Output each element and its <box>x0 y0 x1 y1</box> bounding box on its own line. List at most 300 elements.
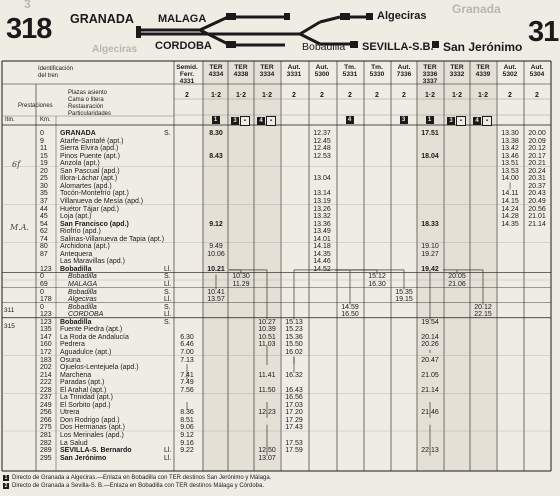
time-cell: 19.42 <box>421 265 439 273</box>
time-cell: 9.12 <box>180 432 194 439</box>
time-cell: 21.05 <box>421 371 439 379</box>
class-label: 2 <box>535 92 539 99</box>
train-number: 3336 <box>422 71 438 78</box>
time-cell: 16.50 <box>341 311 359 319</box>
time-cell: 13.36 <box>313 220 331 228</box>
service-note-icons <box>337 116 363 124</box>
service-note-icons <box>203 116 229 124</box>
arr-dep-marker: Ll. <box>164 311 172 319</box>
time-cell: | <box>509 182 511 190</box>
service-note-icons <box>444 116 470 126</box>
km-value: 80 <box>40 243 48 251</box>
train-number-alt: 4331 <box>179 78 195 85</box>
time-cell: 13.07 <box>258 454 276 462</box>
station-name: Villanueva de Mesía (apd.) <box>60 197 144 205</box>
time-cell: 15.36 <box>285 333 303 341</box>
km-label: Km. <box>40 117 51 123</box>
train-number: 4339 <box>475 71 491 78</box>
time-cell: 13.57 <box>207 296 225 304</box>
km-value: 172 <box>40 348 52 356</box>
train-number-alt: 3337 <box>422 78 438 85</box>
station-name: San Pascual (apd.) <box>60 167 120 175</box>
time-cell: 14.52 <box>313 265 331 273</box>
time-cell: 12.45 <box>313 137 331 145</box>
time-cell: 17.43 <box>285 424 303 432</box>
route-number-next-page: 31 <box>528 16 559 48</box>
km-value: 9 <box>40 137 44 145</box>
station-name: Alomartes (apd.) <box>60 182 112 190</box>
time-cell: 20.56 <box>528 205 546 213</box>
time-cell: 10.41 <box>207 288 225 296</box>
station-name: GRANADA <box>60 130 96 137</box>
time-cell: 13.19 <box>313 197 331 205</box>
time-cell: 12.48 <box>313 145 331 153</box>
service-note-icons <box>228 116 254 126</box>
time-cell: 19.10 <box>421 243 439 251</box>
station-name: Bobadilla <box>68 303 97 311</box>
handwritten-note: 6f <box>12 160 21 169</box>
train-number: 7336 <box>396 71 412 78</box>
km-value: 228 <box>40 386 52 394</box>
service-seats: Plazas asiento <box>68 90 108 96</box>
class-label: 1·2 <box>451 92 463 99</box>
km-value: 135 <box>40 326 52 334</box>
station-name: Los Merinales (apd.) <box>60 432 124 439</box>
km-value: 214 <box>40 371 52 379</box>
time-cell: 8.51 <box>180 416 194 424</box>
station-name: Pedrera <box>60 341 85 349</box>
class-label: 1·2 <box>261 92 273 99</box>
time-cell: 7.56 <box>180 386 194 394</box>
class-label: 2 <box>508 92 512 99</box>
time-cell: 20.49 <box>528 197 546 205</box>
class-label: 1·2 <box>235 92 247 99</box>
time-cell: 10.30 <box>232 273 250 281</box>
station-label-sevilla: SEVILLA-S.B. <box>362 41 434 53</box>
km-value: 62 <box>40 228 48 236</box>
train-number: 5331 <box>342 71 358 78</box>
time-cell: 20.17 <box>528 152 546 160</box>
train-id-label: Identificación <box>38 66 74 72</box>
time-cell: 15.13 <box>285 318 303 326</box>
train-number: 5300 <box>314 71 330 78</box>
station-name: Anzola (apt.) <box>60 160 100 168</box>
bleed-through-text: Granada <box>452 2 501 16</box>
class-label: 2 <box>375 92 379 99</box>
arr-dep-marker: S. <box>164 130 171 137</box>
station-name: El Sorbito (apd.) <box>60 401 111 409</box>
train-type-label: Aut. <box>315 64 329 71</box>
time-cell: 20.37 <box>528 182 546 190</box>
train-type-label: Aut. <box>397 64 411 71</box>
km-value: 178 <box>40 296 52 304</box>
service-berths: Cama o litera <box>68 97 104 103</box>
station-name: Don Rodrigo (apd.) <box>60 416 120 424</box>
km-value: 44 <box>40 205 48 213</box>
time-cell: 20.12 <box>528 145 546 153</box>
km-value: 37 <box>40 197 48 205</box>
service-note-icons <box>391 116 417 124</box>
time-cell: 16.56 <box>285 394 303 402</box>
itinerary-mark-311: 311 <box>4 307 15 314</box>
class-label: 1·2 <box>424 92 436 99</box>
train-type-label: TER <box>450 64 464 71</box>
km-value: 295 <box>40 454 52 462</box>
time-cell: 13.38 <box>501 137 519 145</box>
station-name: Bobadilla <box>60 318 92 326</box>
train-number: 3334 <box>259 71 275 78</box>
station-name: San Francisco (apd.) <box>60 220 129 228</box>
time-cell: 10.27 <box>258 318 276 326</box>
arr-dep-marker: S. <box>164 273 171 281</box>
time-cell: 10.39 <box>258 326 276 334</box>
time-cell: 14.11 <box>501 190 519 198</box>
time-cell: 15.35 <box>395 288 413 296</box>
time-cell: 16.43 <box>285 386 303 394</box>
time-cell: 14.28 <box>501 213 519 221</box>
train-type-label: TER <box>260 64 274 71</box>
note-marker: 3 <box>231 117 239 125</box>
arr-dep-marker: S. <box>164 303 171 311</box>
time-cell: 15.12 <box>368 273 386 281</box>
time-cell: 16.32 <box>285 371 303 379</box>
note-marker: 1 <box>426 116 434 124</box>
km-value: 123 <box>40 265 52 273</box>
train-type-label: TER <box>209 64 223 71</box>
time-cell: 14.24 <box>501 205 519 213</box>
time-cell: 14.15 <box>501 197 519 205</box>
train-number: 4334 <box>208 71 224 78</box>
station-name: Huétor Tájar (apd.) <box>60 205 120 213</box>
note-marker: 3 <box>400 116 408 124</box>
station-name: La Roda de Andalucía <box>60 333 129 341</box>
time-cell: 20.21 <box>528 160 546 168</box>
station-name: Aguadulce (apt.) <box>60 348 112 356</box>
time-cell: 15.23 <box>285 326 303 334</box>
class-label: 2 <box>348 92 352 99</box>
station-label-granada: GRANADA <box>70 12 134 26</box>
station-name: Ojuelos-Lentejuela (apd.) <box>60 364 139 372</box>
time-cell: 12.37 <box>313 130 331 137</box>
arr-dep-marker: Ll. <box>164 265 172 273</box>
km-value: 74 <box>40 235 48 243</box>
class-label: 2 <box>320 92 324 99</box>
train-type-label: Tm. <box>371 64 383 71</box>
note-marker: 4 <box>257 117 265 125</box>
time-cell: 17.51 <box>421 130 439 137</box>
time-cell: 13.42 <box>501 145 519 153</box>
time-cell: 22.13 <box>421 447 439 455</box>
time-cell: 11.29 <box>232 281 250 288</box>
time-cell: 13.32 <box>313 213 331 221</box>
station-name: Archidona (apt.) <box>60 243 110 251</box>
station-name: La Trinidad (apt.) <box>60 394 113 402</box>
arr-dep-marker: S. <box>164 288 171 296</box>
station-name: Bobadilla <box>68 288 97 296</box>
station-name: Dos Hermanas (apt.) <box>60 424 125 432</box>
restaurant-icon: ▪ <box>482 116 492 126</box>
station-name: Algeciras <box>68 296 97 304</box>
time-cell: 20.24 <box>528 167 546 175</box>
train-number: Ferr. <box>179 71 195 78</box>
train-type-label: Aut. <box>530 64 544 71</box>
station-name: Illora-Láchar (apt.) <box>60 175 118 183</box>
station-label-bobadilla: Bobadilla <box>302 41 346 53</box>
time-cell: 17.03 <box>285 401 303 409</box>
km-value: 25 <box>40 175 48 183</box>
class-label: 1·2 <box>477 92 489 99</box>
time-cell: 11.03 <box>258 341 276 349</box>
time-cell: 17.29 <box>285 416 303 424</box>
footnote-marker: 2 <box>4 483 8 489</box>
station-name: Bobadilla <box>60 265 92 273</box>
time-cell: 9.16 <box>180 439 194 447</box>
station-name: Las Maravillas (apd.) <box>60 258 125 266</box>
station-label-san-jeronimo: San Jerónimo <box>443 40 523 54</box>
km-value: 0 <box>40 273 44 281</box>
footnote-marker: 1 <box>4 475 8 481</box>
time-cell: 14.46 <box>313 258 331 266</box>
km-value: 147 <box>40 333 52 341</box>
station-name: San Jerónimo <box>60 454 107 462</box>
time-cell: 21.06 <box>448 281 466 288</box>
km-value: 45 <box>40 213 48 221</box>
time-cell: 14.18 <box>313 243 331 251</box>
arr-dep-marker: Ll. <box>164 447 172 455</box>
note-marker: 1 <box>212 116 220 124</box>
train-number: 3332 <box>449 71 465 78</box>
time-cell: 20.00 <box>528 130 546 137</box>
service-note-icons <box>470 116 496 126</box>
time-cell: 13.04 <box>313 175 331 183</box>
train-type-label: Aut. <box>287 64 301 71</box>
time-cell: 6.30 <box>180 333 194 341</box>
time-cell: 8.30 <box>209 130 223 137</box>
station-name: Marchena <box>60 371 92 379</box>
footnote-text: Directo de Granada a Algeciras.—Enlaza en Bobadilla con TER destinos San Jerónimo y Málaga. <box>12 475 272 481</box>
train-type-label: Tm. <box>344 64 356 71</box>
arr-dep-marker: Ll. <box>164 454 172 462</box>
itinerary-label: Itin. <box>5 117 15 123</box>
station-name: Paradas (apt.) <box>60 379 105 387</box>
train-number: 5302 <box>502 71 518 78</box>
time-cell: 12.53 <box>313 152 331 160</box>
station-name: Bobadilla <box>68 273 97 281</box>
class-label: 2 <box>402 92 406 99</box>
time-cell: 11.41 <box>258 371 276 379</box>
time-cell: 13.46 <box>501 152 519 160</box>
class-label: 2 <box>292 92 296 99</box>
km-value: 15 <box>40 152 48 160</box>
time-cell: 18.04 <box>421 152 439 160</box>
station-name: Tocón-Montefrío (apt.) <box>60 190 129 198</box>
time-cell: 21.14 <box>528 220 546 228</box>
service-note-icons <box>254 116 280 126</box>
time-cell: 8.36 <box>180 409 194 417</box>
time-cell: 12.23 <box>258 409 276 417</box>
train-number: 5330 <box>369 71 385 78</box>
train-type-label: Aut. <box>503 64 517 71</box>
time-cell: 8.43 <box>209 152 223 160</box>
time-cell: 21.46 <box>421 409 439 417</box>
km-value: 87 <box>40 250 48 258</box>
km-value: 54 <box>40 220 48 228</box>
train-type-label: TER <box>234 64 248 71</box>
station-label-algeciras: Algeciras <box>377 10 427 22</box>
arr-dep-marker: S. <box>164 318 171 326</box>
train-number: 4338 <box>233 71 249 78</box>
time-cell: 14.35 <box>501 220 519 228</box>
time-cell: 20.12 <box>474 303 492 311</box>
time-cell: 10.21 <box>207 265 225 273</box>
station-name: Atarfe-Santafé (apt.) <box>60 137 124 145</box>
note-marker: 4 <box>346 116 354 124</box>
bleed-through-text: Algeciras <box>92 44 138 55</box>
km-value: 160 <box>40 341 52 349</box>
time-cell: | <box>293 356 295 364</box>
time-cell: 20.31 <box>528 175 546 183</box>
km-value: 183 <box>40 356 52 364</box>
km-value: 249 <box>40 401 52 409</box>
km-value: 282 <box>40 439 52 447</box>
time-cell: 7.00 <box>180 348 194 356</box>
time-cell: 11.50 <box>258 386 276 394</box>
km-value: 11 <box>40 145 48 153</box>
time-cell: 13.14 <box>313 190 331 198</box>
km-value: 35 <box>40 190 48 198</box>
time-cell: 19.54 <box>421 318 439 326</box>
time-cell: 10.06 <box>207 250 225 258</box>
time-cell: 20.05 <box>448 273 466 281</box>
note-marker: 3 <box>447 117 455 125</box>
time-cell: 10.51 <box>258 333 276 341</box>
time-cell: 9.06 <box>180 424 194 432</box>
arr-dep-marker: Ll. <box>164 281 172 288</box>
time-cell: 15.50 <box>285 341 303 349</box>
km-value: 237 <box>40 394 52 402</box>
note-marker: 4 <box>473 117 481 125</box>
time-cell: 20.09 <box>528 137 546 145</box>
station-name: Pinos Puente (apt.) <box>60 152 120 160</box>
time-cell: 13.30 <box>501 130 519 137</box>
service-note-icons <box>417 116 443 124</box>
train-type-label: TER <box>476 64 490 71</box>
km-value: 0 <box>40 288 44 296</box>
train-number: 5304 <box>529 71 545 78</box>
train-number: 3331 <box>286 71 302 78</box>
time-cell: 7.49 <box>180 379 194 387</box>
station-name: MALAGA <box>68 281 98 288</box>
km-value: 0 <box>40 130 44 137</box>
footnote-2 <box>3 482 271 490</box>
class-label: 1·2 <box>210 92 222 99</box>
time-cell: 13.49 <box>313 228 331 236</box>
time-cell: 14.01 <box>313 235 331 243</box>
station-label-malaga: MALAGA <box>158 13 207 25</box>
km-value: 123 <box>40 318 52 326</box>
time-cell: 14.00 <box>501 175 519 183</box>
km-value: 275 <box>40 424 52 432</box>
time-cell: 16.30 <box>368 281 386 288</box>
station-name: Sierra Elvira (apd.) <box>60 145 119 153</box>
time-cell: 13.26 <box>313 205 331 213</box>
bleed-through-text: 3 <box>24 0 31 11</box>
km-value: 222 <box>40 379 52 387</box>
km-value: 0 <box>40 303 44 311</box>
station-name: Osuna <box>60 356 81 364</box>
km-value: 289 <box>40 447 52 455</box>
train-type-label: Semid. <box>176 64 198 71</box>
time-cell: 22.15 <box>474 311 492 319</box>
service-catering: Restauración <box>68 104 104 110</box>
station-name: El Arahal (apt.) <box>60 386 107 394</box>
km-value: 281 <box>40 432 52 439</box>
time-cell: 21.01 <box>528 213 546 221</box>
time-cell: 17.59 <box>285 447 303 455</box>
km-value: 19 <box>40 160 48 168</box>
time-cell: 20.47 <box>421 356 439 364</box>
km-value: 123 <box>40 311 52 319</box>
time-cell: 20.26 <box>421 341 439 349</box>
time-cell: 17.53 <box>285 439 303 447</box>
station-label-cordoba: CORDOBA <box>155 40 212 52</box>
train-type-label: TER <box>423 64 437 71</box>
time-cell: 17.20 <box>285 409 303 417</box>
arr-dep-marker: Ll. <box>164 296 172 304</box>
time-cell: 19.27 <box>421 250 439 258</box>
service-notes: Particularidades <box>68 111 112 117</box>
time-cell: 20.43 <box>528 190 546 198</box>
services-label: Prestaciones <box>18 103 53 109</box>
time-cell: 6.46 <box>180 341 194 349</box>
km-value: 20 <box>40 167 48 175</box>
station-name: Utrera <box>60 409 80 417</box>
time-cell: 9.49 <box>209 243 223 251</box>
train-id-label-2: del tren <box>38 73 59 79</box>
time-cell: 19.15 <box>395 296 413 304</box>
time-cell: 14.35 <box>313 250 331 258</box>
time-cell: 9.12 <box>209 220 223 228</box>
time-cell: 13.51 <box>501 160 519 168</box>
handwritten-note: M.A. <box>10 223 30 232</box>
route-number: 318 <box>6 13 52 45</box>
footnote-1 <box>3 474 271 482</box>
time-cell: 7.41 <box>180 371 194 379</box>
km-value: 30 <box>40 182 48 190</box>
class-label: 2 <box>185 92 189 99</box>
station-name: CORDOBA <box>68 311 104 319</box>
restaurant-icon: ▪ <box>240 116 250 126</box>
km-value: 69 <box>40 281 48 288</box>
station-name: Salinas-Villanueva de Tapia (apt.) <box>60 235 165 243</box>
station-name: Riofrío (apd.) <box>60 228 101 236</box>
station-name: SEVILLA-S. Bernardo <box>60 447 132 455</box>
time-cell: 20.14 <box>421 333 439 341</box>
time-cell: 16.02 <box>285 348 303 356</box>
km-value: 266 <box>40 416 52 424</box>
time-cell: 12.50 <box>258 447 276 455</box>
itinerary-mark-315: 315 <box>4 323 15 330</box>
time-cell: 14.59 <box>341 303 359 311</box>
footnotes <box>3 474 271 490</box>
restaurant-icon: ▪ <box>266 116 276 126</box>
time-cell: 7.13 <box>180 356 194 364</box>
restaurant-icon: ▪ <box>456 116 466 126</box>
station-name: Antequera <box>60 250 93 258</box>
station-name: La Salud <box>60 439 88 447</box>
km-value: 202 <box>40 364 52 372</box>
km-value: 256 <box>40 409 52 417</box>
